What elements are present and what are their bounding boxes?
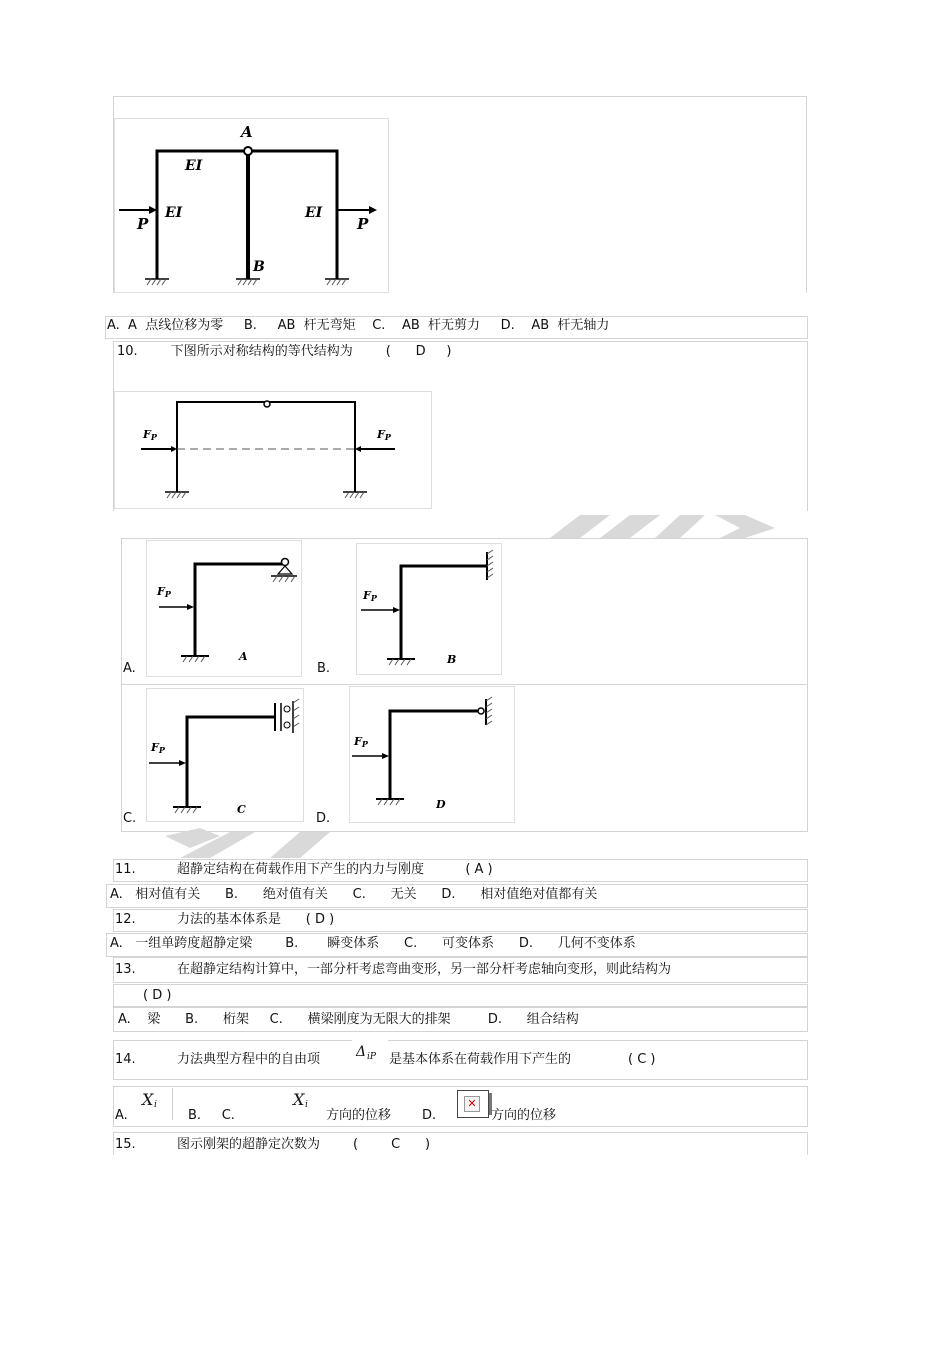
q14-stem-post: 是基本体系在荷载作用下产生的 bbox=[389, 1052, 572, 1067]
joint-b-label: B bbox=[253, 259, 265, 275]
fp-b-sub: P bbox=[370, 593, 377, 603]
load-p-right: P bbox=[357, 215, 369, 233]
q13-answer: ( D ) bbox=[143, 988, 172, 1003]
q9-frame-figure bbox=[114, 118, 389, 293]
svg-text:FP bbox=[376, 428, 392, 442]
delta-symbol: Δ bbox=[356, 1044, 367, 1060]
svg-text:FP bbox=[150, 741, 166, 755]
q10-option-d-letter: D. bbox=[316, 811, 331, 826]
sub-label-a: A bbox=[239, 650, 248, 663]
q10-option-b-figure bbox=[356, 543, 502, 675]
fp-c: F bbox=[151, 741, 159, 754]
fp-d: F bbox=[354, 735, 362, 748]
svg-text:FP bbox=[142, 428, 158, 442]
q10-option-c-letter: C. bbox=[123, 811, 137, 826]
xi-letter-a: X bbox=[142, 1090, 154, 1109]
fp-b: F bbox=[363, 589, 371, 602]
watermark-bottom bbox=[160, 826, 360, 860]
ei-label-beam: EI bbox=[185, 158, 203, 174]
q14-opt-c-tail: 方向的位移 bbox=[326, 1108, 392, 1123]
svg-text:FP bbox=[156, 585, 172, 599]
fp-d-sub: P bbox=[361, 739, 368, 749]
q14-opt-a: A. bbox=[115, 1108, 128, 1123]
q14-opt-d-tail: 方向的位移 bbox=[491, 1108, 557, 1123]
xi-symbol-c bbox=[289, 1088, 325, 1120]
ei-label-right: EI bbox=[305, 205, 323, 221]
q14-opt-d: D. bbox=[422, 1108, 437, 1123]
q9-options: A. A 点线位移为零 B. AB 杆无弯矩 C. AB 杆无剪力 D. AB 杆无轴力 bbox=[107, 318, 610, 333]
q11-options: A. 相对值有关 B. 绝对值有关 C. 无关 D. 相对值绝对值都有关 bbox=[110, 887, 598, 902]
fp-a: F bbox=[157, 585, 165, 598]
xi-sub-c: i bbox=[305, 1100, 308, 1110]
q13-stem: 13. 在超静定结构计算中，一部分杆考虑弯曲变形，另一部分杆考虑轴向变形，则此结构为 bbox=[115, 962, 671, 977]
xi-symbol-a bbox=[137, 1088, 173, 1120]
q10-stem: 10. 下图所示对称结构的等代结构为 ( D ) bbox=[117, 344, 452, 359]
q10-option-b-letter: B. bbox=[317, 661, 331, 676]
delta-subscript: iP bbox=[367, 1052, 376, 1062]
q13-answer-row bbox=[113, 984, 808, 1007]
q15-stem: 15. 图示刚架的超静定次数为 ( C ) bbox=[115, 1137, 431, 1152]
q13-options: A. 梁 B. 桁架 C. 横梁刚度为无限大的排架 D. 组合结构 bbox=[118, 1012, 579, 1027]
fp-label-right: F bbox=[377, 428, 385, 441]
sub-label-c: C bbox=[237, 803, 246, 816]
fp-sub-left: P bbox=[150, 432, 157, 442]
svg-text:FP bbox=[362, 589, 378, 603]
joint-a-label: A bbox=[241, 123, 253, 141]
fp-a-sub: P bbox=[164, 589, 171, 599]
q11-stem: 11. 超静定结构在荷载作用下产生的内力与刚度 ( A ) bbox=[115, 862, 493, 877]
sub-label-d: D bbox=[436, 798, 446, 811]
fp-label-left: F bbox=[143, 428, 151, 441]
q12-options: A. 一组单跨度超静定梁 B. 瞬变体系 C. 可变体系 D. 几何不变体系 bbox=[110, 936, 636, 951]
ei-label-left: EI bbox=[165, 205, 183, 221]
load-p-left: P bbox=[137, 215, 149, 233]
q10-option-d-figure bbox=[349, 686, 515, 823]
fp-sub-right: P bbox=[384, 432, 391, 442]
q10-option-a-letter: A. bbox=[123, 661, 136, 676]
q10-option-a-figure bbox=[146, 540, 302, 677]
q10-symmetric-frame bbox=[114, 391, 432, 509]
sub-label-b: B bbox=[447, 653, 457, 666]
q14-stem-pre: 14. 力法典型方程中的自由项 bbox=[115, 1052, 320, 1067]
broken-image-icon: ✕ bbox=[457, 1090, 489, 1118]
xi-letter-c: X bbox=[293, 1090, 305, 1109]
q14-opt-bc: B. C. bbox=[188, 1108, 235, 1123]
xi-sub-a: i bbox=[154, 1100, 157, 1110]
q14-answer: ( C ) bbox=[628, 1052, 656, 1067]
delta-ip-symbol bbox=[352, 1040, 388, 1074]
watermark-top bbox=[540, 510, 780, 540]
fp-c-sub: P bbox=[158, 745, 165, 755]
q12-stem: 12. 力法的基本体系是 ( D ) bbox=[115, 912, 335, 927]
svg-text:FP bbox=[353, 735, 369, 749]
q10-option-c-figure bbox=[146, 688, 304, 822]
